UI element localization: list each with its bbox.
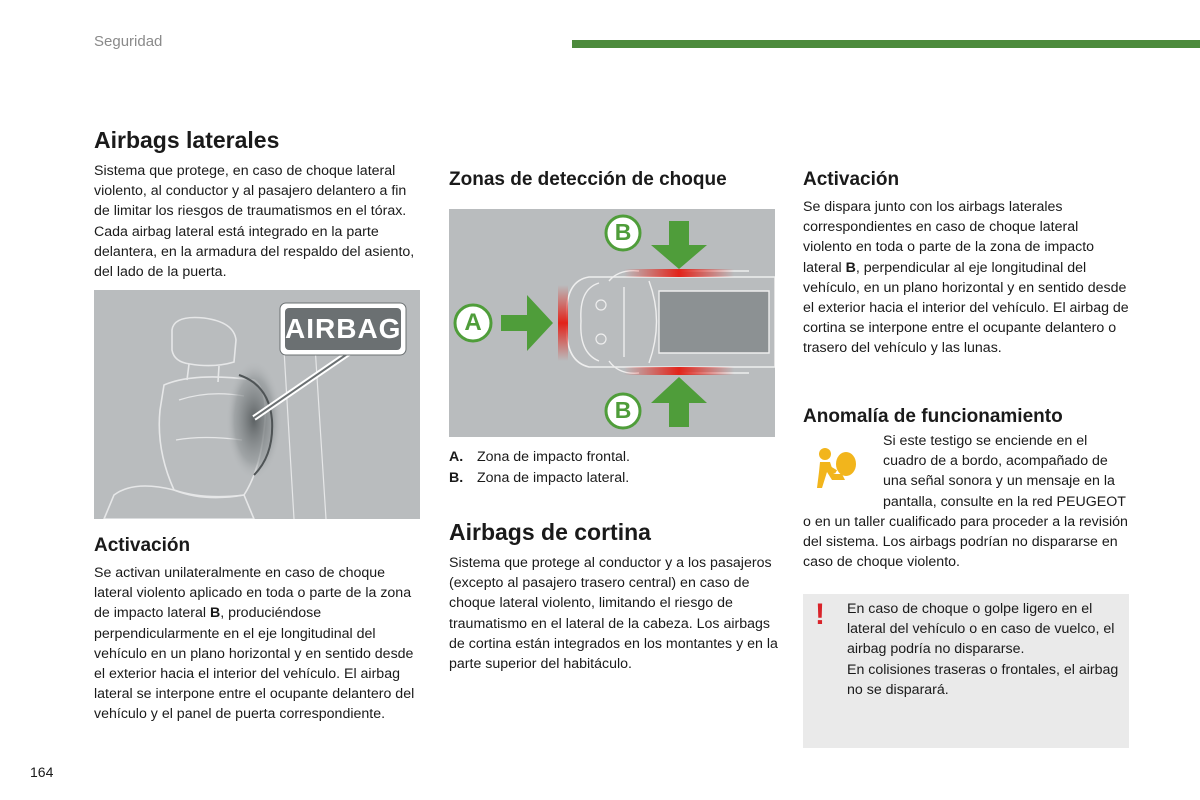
airbag-label: AIRBAG xyxy=(285,313,402,344)
arrow-frontal xyxy=(501,295,553,351)
badge-b-bottom: B xyxy=(614,397,632,423)
section-label: Seguridad xyxy=(94,33,163,50)
side-airbag-activation-text: Se activan unilateralmente en caso de choque lateral violento aplicado en toda o parte de la zona de impacto lateral B, produciéndose perpendicularmente en el eje longitudinal del vehículo en un plano horizontal y en sentido desde el exterior hacia el interior del vehículo. El airbag lateral se interpone entre el ocupante delantero del vehículo y el panel de puerta correspondiente. xyxy=(94,565,415,723)
curtain-airbags-title: Airbags de cortina xyxy=(449,519,651,545)
frontal-impact-zone xyxy=(558,285,568,361)
badge-b-top: B xyxy=(614,219,632,245)
impact-zones-diagram xyxy=(449,209,775,437)
legend-item-a: A. Zona de impacto frontal. xyxy=(449,449,630,465)
badge-a: A xyxy=(464,309,482,336)
warning-note-box xyxy=(803,594,1129,748)
legend-item-b: B. Zona de impacto lateral. xyxy=(449,469,630,486)
side-airbags-title: Airbags laterales xyxy=(94,127,280,153)
side-airbag-activation-title: Activación xyxy=(94,535,191,556)
malfunction-title: Anomalía de funcionamiento xyxy=(803,406,1063,427)
page-number: 164 xyxy=(30,764,54,780)
malfunction-text: Si este testigo se enciende en el cuadro de a bordo, acompañado de una señal sonora y un mensaje en la pantalla, consulte en la red PEUGEOT o en un taller cualificado para proceder a la revisión del sistema. Los airbags podrían no dispararse en caso de choque violento. xyxy=(803,433,1128,571)
icon-wrap-spacer xyxy=(803,431,883,511)
arrow-lateral-bottom xyxy=(651,377,707,427)
curtain-activation-text: Se dispara junto con los airbags laterales correspondientes en caso de choque lateral violento en toda o parte de la zona de impacto lateral B, perpendicular al eje longitudinal del vehículo, en un plano horizontal y en sentido desde el exterior hacia el interior del vehículo. El airbag de cortina se interpone entre el ocupante delantero o trasero del vehículo y las lunas. xyxy=(803,199,1129,357)
impact-zones-legend xyxy=(449,447,775,488)
seat-airbag-illustration xyxy=(94,290,420,519)
lateral-impact-zone-top xyxy=(624,269,734,277)
curtain-activation-title: Activación xyxy=(803,169,900,190)
arrow-lateral-top xyxy=(651,221,707,269)
warning-text-2: En colisiones traseras o frontales, el airbag no se disparará. xyxy=(847,662,1119,699)
curtain-airbags-text: Sistema que protege al conductor y a los pasajeros (excepto al pasajero trasero central) en caso de choque lateral violento, limitando el riesgo de traumatismo en el lateral de la cabeza. Los airbags de cortina están integrados en los montantes y en la parte superior del habitáculo. xyxy=(449,555,778,673)
warning-text-1: En caso de choque o golpe ligero en el lateral del vehículo o en caso de vuelco, el airbag podría no dispararse. xyxy=(847,601,1115,658)
section-accent-bar xyxy=(572,40,1200,48)
detection-zones-title: Zonas de detección de choque xyxy=(449,169,727,190)
lateral-impact-zone-bottom xyxy=(624,367,734,375)
warning-mark: ! xyxy=(815,598,825,631)
side-airbags-intro: Sistema que protege, en caso de choque lateral violento, al conductor y al pasajero delantero a fin de limitar los riesgos de traumatismos en el tórax. Cada airbag lateral está integrado en la parte delantera, en la armadura del respaldo del asiento, del lado de la puerta. xyxy=(94,163,415,281)
